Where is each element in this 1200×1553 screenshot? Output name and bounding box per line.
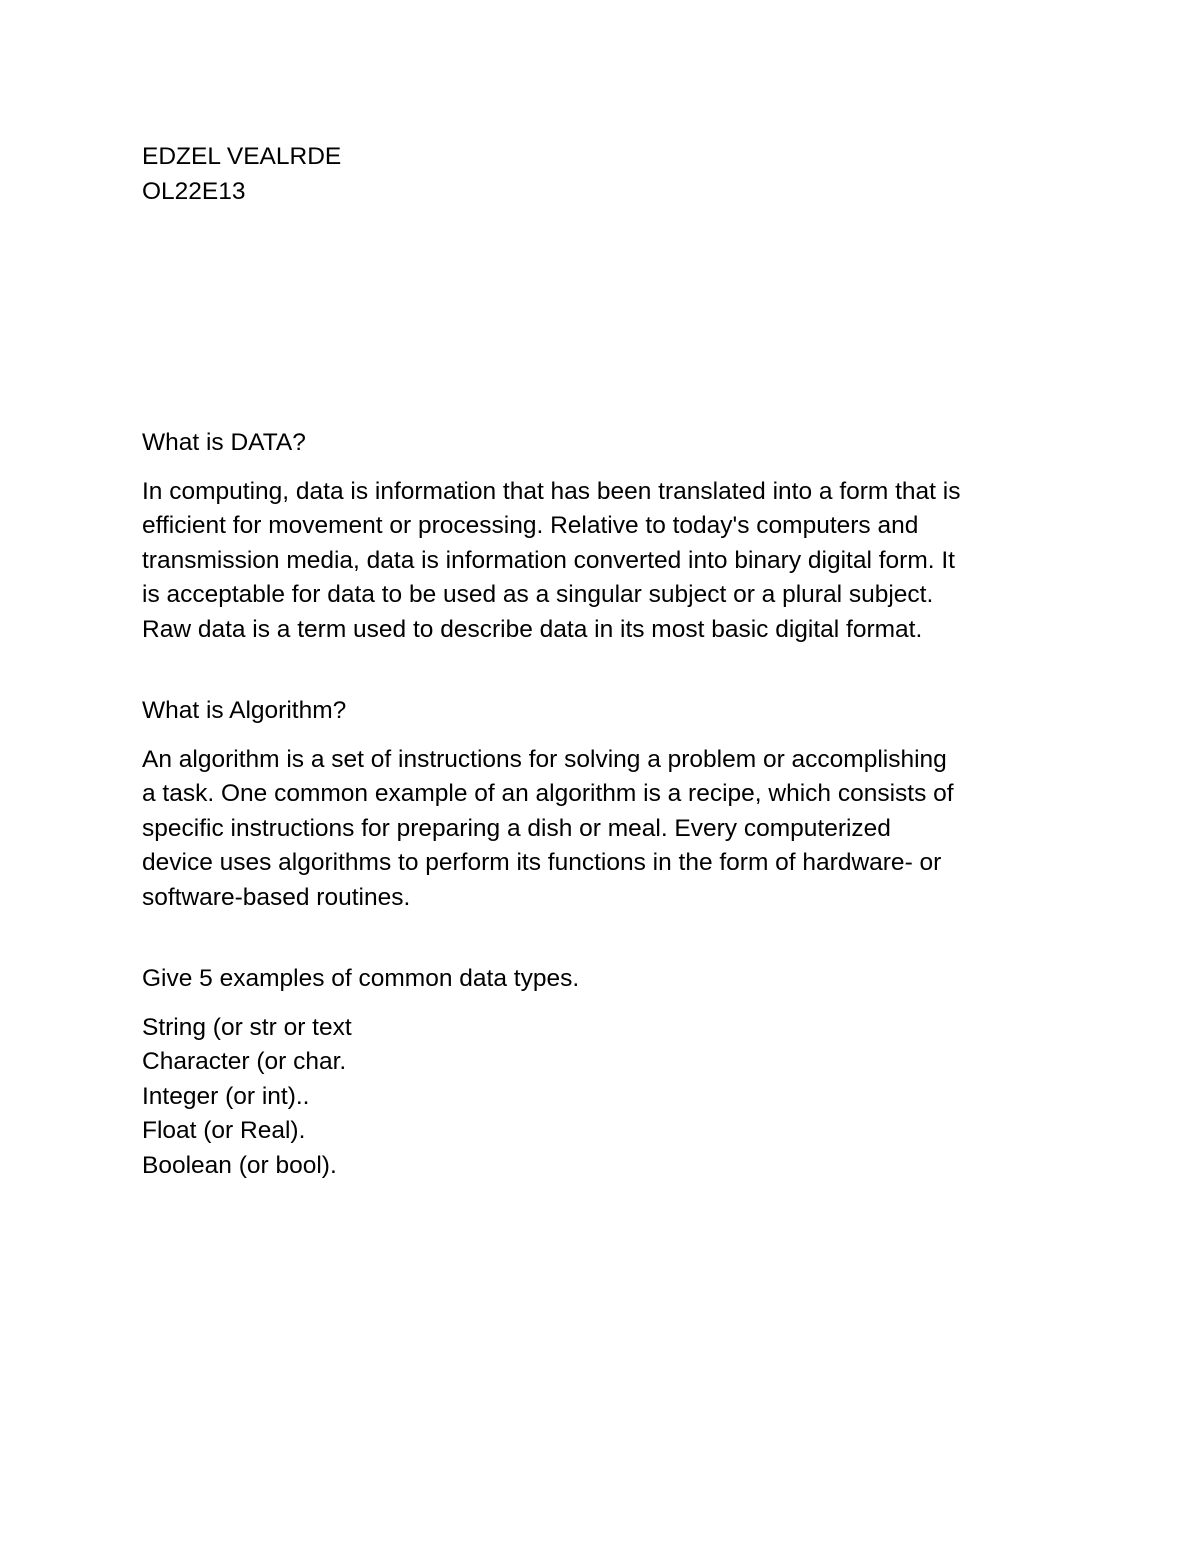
spacer [142, 915, 1072, 962]
list-item: String (or str or text [142, 1013, 352, 1041]
question-heading: Give 5 examples of common data types. [142, 965, 580, 992]
paragraph-line: is acceptable for data to be used as a singular subject or a plural subject. [142, 581, 934, 608]
section-algorithm [142, 694, 1072, 915]
paragraph-line: specific instructions for preparing a dish or meal. Every computerized [142, 814, 891, 842]
section-data-types [142, 962, 1072, 1183]
paragraph-line: Raw data is a term used to describe data in its most basic digital format. [142, 615, 923, 643]
answer-paragraph [142, 475, 1072, 648]
answer-paragraph [142, 743, 1072, 916]
list-item: Character (or char. [142, 1048, 347, 1075]
spacer [142, 647, 1072, 694]
spacer [142, 209, 1072, 426]
author-name: EDZEL VEALRDE [142, 143, 342, 170]
section-data [142, 426, 1072, 647]
paragraph-line: software-based routines. [142, 883, 411, 911]
paragraph-line: transmission media, data is information converted into binary digital form. It [142, 546, 955, 574]
list-item: Integer (or int).. [142, 1082, 310, 1110]
paragraph-line: In computing, data is information that has been translated into a form that is [142, 477, 961, 505]
question-heading: What is Algorithm? [142, 697, 347, 724]
paragraph-line: An algorithm is a set of instructions for solving a problem or accomplishing [142, 745, 947, 773]
list-item: Float (or Real). [142, 1117, 306, 1144]
paragraph-line: device uses algorithms to perform its functions in the form of hardware- or [142, 849, 942, 876]
paragraph-line: a task. One common example of an algorithm is a recipe, which consists of [142, 780, 954, 807]
paragraph-line: efficient for movement or processing. Relative to today's computers and [142, 512, 919, 539]
student-code: OL22E13 [142, 177, 246, 205]
document-content [142, 140, 1072, 1183]
question-heading: What is DATA? [142, 429, 306, 456]
list-item: Boolean (or bool). [142, 1151, 337, 1179]
data-types-list [142, 1011, 1072, 1184]
